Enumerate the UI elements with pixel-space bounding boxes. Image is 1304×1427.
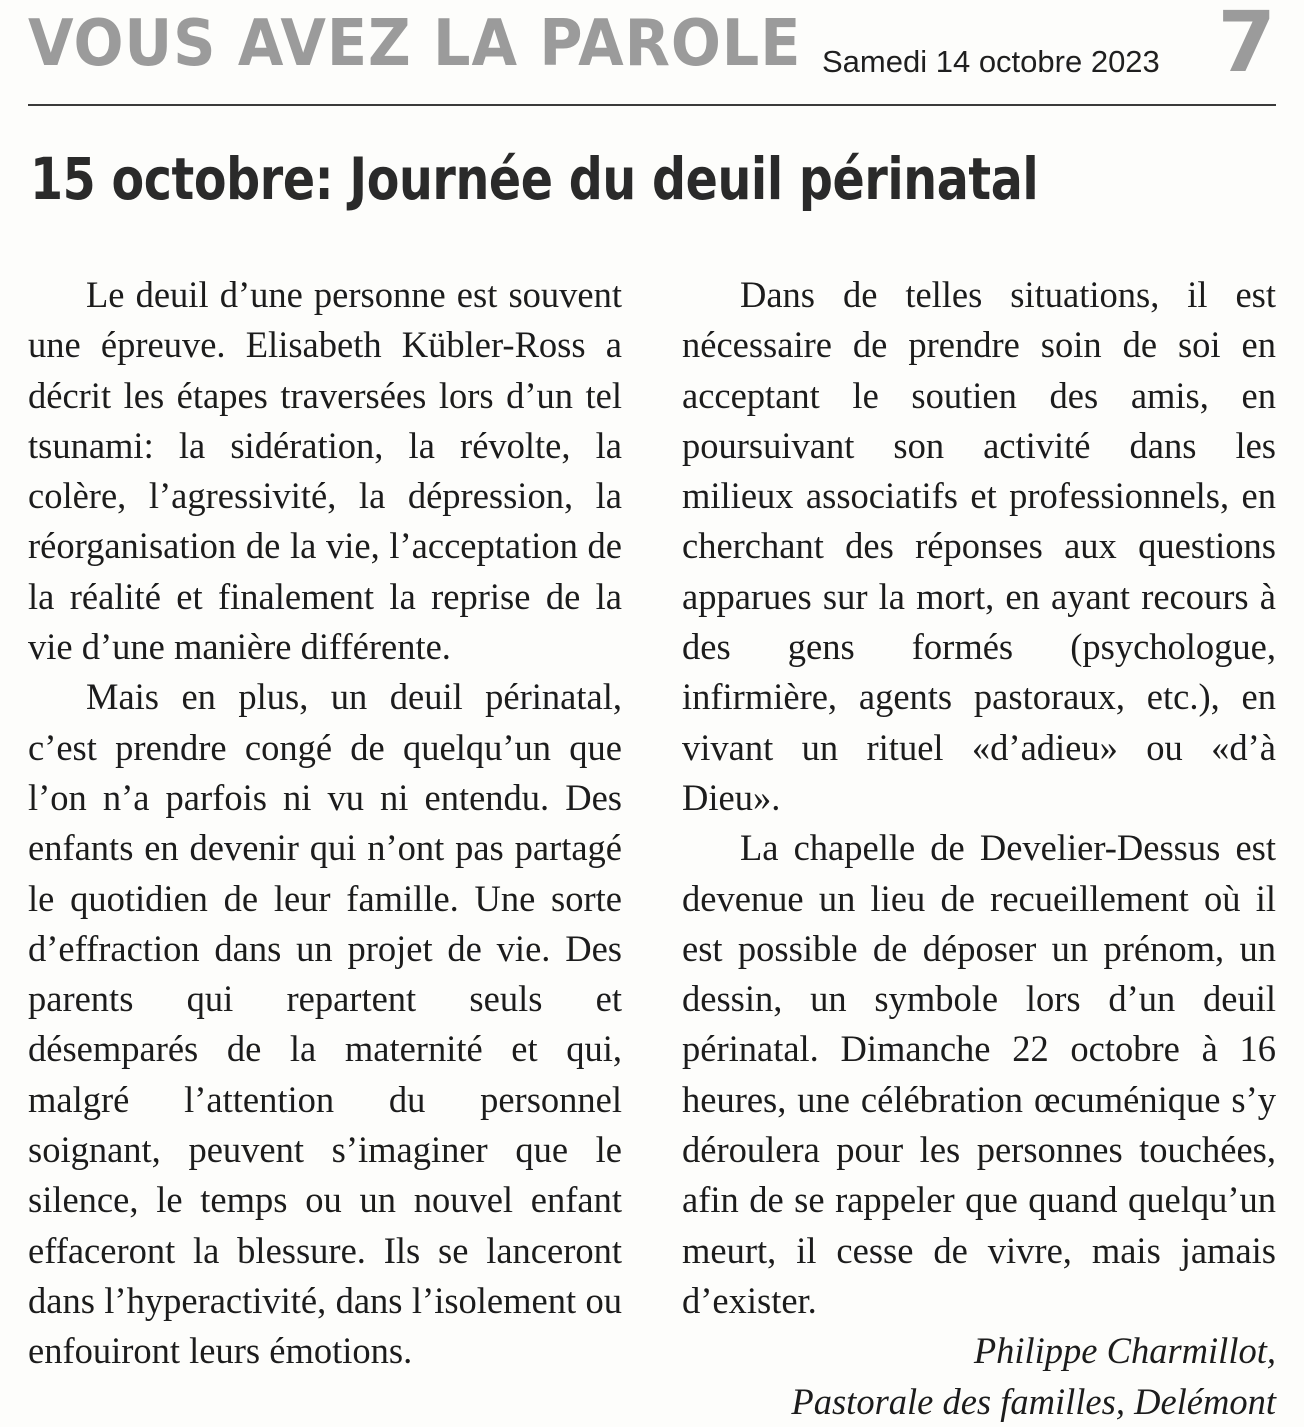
article-signature [682, 1326, 1276, 1427]
article-paragraph: Mais en plus, un deuil périnatal, c’est prendre congé de quelqu’un que l’on n’a parfois ni vu ni entendu. Des enfants en devenir qui n’ont pas partagé le quotidien de leur famille. Une sorte d’effraction dans un projet de vie. Des parents qui repartent seuls et désemparés de la maternité et qui, malgré l’attention du personnel soignant, peuvent s’imaginer que le silence, le temps ou un nouvel enfant effaceront la blessure. Ils se lanceront dans l’hyperactivité, dans l’isolement ou enfouiront leurs émotions. [28, 676, 622, 1372]
article-column-right [682, 270, 1276, 1427]
author-affiliation: Pastorale des familles, Delémont [791, 1380, 1276, 1422]
article-paragraph: La chapelle de Develier-Dessus est devenue un lieu de recueillement où il est possible de déposer un prénom, un dessin, un symbole lors d’un deuil périnatal. Dimanche 22 octobre à 16 heures, une célébration œcuménique s’y déroulera pour les personnes touchées, afin de se rappeler que quand quelqu’un meurt, il cesse de vivre, mais jamais d’exister. [682, 827, 1276, 1321]
article-column-left [28, 270, 622, 1377]
page-header [28, 0, 1276, 106]
author-name: Philippe Charmillot, [973, 1330, 1276, 1372]
article-paragraph: Dans de telles situations, il est nécessaire de prendre soin de soi en acceptant le soutien des amis, en poursuivant son activité dans les milieux associatifs et professionnels, en cherchant des réponses aux questions apparues sur la mort, en ayant recours à des gens formés (psychologue, infirmière, agents pastoraux, etc.), en vivant un rituel «d’adieu» ou «d’à Dieu». [682, 274, 1276, 818]
section-rubric: VOUS AVEZ LA PAROLE [28, 7, 802, 81]
article-paragraph: Le deuil d’une personne est souvent une épreuve. Elisabeth Kübler-Ross a décrit les étapes traversées lors d’un tel tsunami: la sidération, la révolte, la colère, l’agressivité, la dépression, la réorganisation de la vie, l’acceptation de la réalité et finalement la reprise de la vie d’une manière différente. [28, 274, 622, 668]
article-headline: 15 octobre: Journée du deuil périnatal [30, 145, 1039, 213]
page-number: 7 [1217, 0, 1276, 91]
publication-date: Samedi 14 octobre 2023 [822, 44, 1160, 79]
